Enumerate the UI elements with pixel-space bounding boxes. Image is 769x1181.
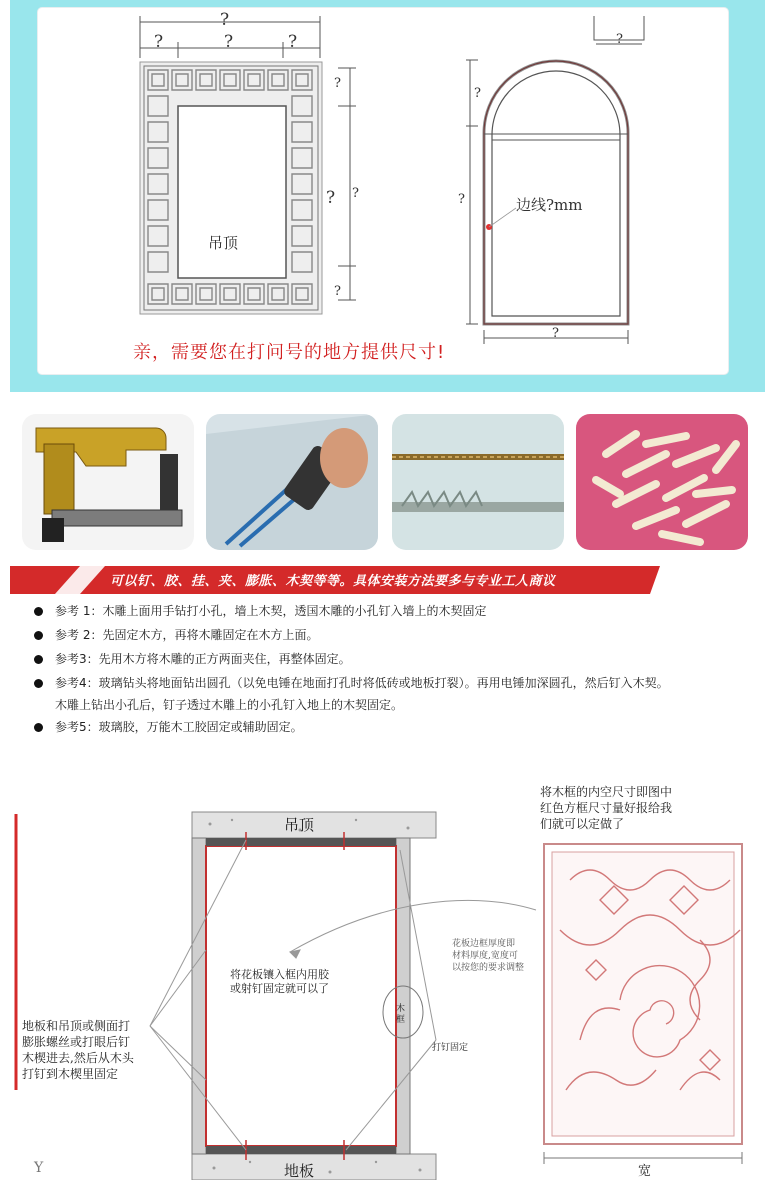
inner-height-question-mark: ?	[352, 186, 359, 201]
thickness-note-line-2: 材料厚度,宽度可	[452, 951, 518, 961]
drill-bit-photo	[392, 414, 564, 550]
measure-note-line-2: 红色方框尺寸量好报给我	[540, 801, 673, 815]
nail-gun-photo	[22, 414, 194, 550]
dimension-diagram	[38, 8, 728, 374]
ref-item-2	[34, 626, 318, 643]
measure-note-line-1: 将木框的内空尺寸即图中	[540, 785, 673, 799]
fixing-note-line-1: 地板和吊顶或侧面打	[22, 1019, 131, 1033]
edge-line-label: 边线?mm	[516, 196, 583, 214]
channel-question-mark: ?	[616, 32, 623, 47]
fixing-note-line-3: 木楔进去,然后从木头	[22, 1051, 134, 1065]
thickness-note	[452, 938, 562, 974]
bullet-icon	[34, 723, 43, 732]
ceiling-slab-label: 吊顶	[284, 816, 315, 834]
left-question-mark: ?	[154, 32, 164, 52]
top-height-question-mark: ?	[334, 76, 341, 91]
bullet-icon	[34, 655, 43, 664]
thickness-note-line-1: 花板边框厚度即	[452, 939, 516, 949]
measure-note-line-3: 们就可以定做了	[540, 817, 625, 831]
ref-item-4-continued: 木雕上钻出小孔后，钉子透过木雕上的小孔钉入地上的木契固定。	[55, 698, 404, 712]
dimension-request-note: 亲，需要您在打问号的地方提供尺寸!	[133, 342, 446, 363]
glue-gun-icon	[206, 414, 378, 550]
bullet-icon	[34, 631, 43, 640]
ref-item-3-text: 参考3：先用木方将木雕的正方两面夹住，再整体固定。	[55, 652, 351, 666]
corner-mark: Y	[34, 1160, 44, 1176]
bullet-icon	[34, 679, 43, 688]
ref-item-1	[34, 602, 486, 619]
inner-note-line-2: 或射钉固定就可以了	[230, 982, 329, 995]
drill-bit-icon	[392, 414, 564, 550]
fixing-note	[22, 1018, 202, 1082]
nail-fix-label: 打钉固定	[432, 1043, 469, 1053]
right-question-mark: ?	[288, 32, 298, 52]
arch-question-mark: ?	[474, 86, 481, 101]
measure-note	[540, 784, 750, 832]
width-label: 宽	[638, 1164, 652, 1179]
ref-item-4	[34, 674, 669, 691]
wood-dowel-photo	[576, 414, 748, 550]
thickness-note-line-3: 以按您的要求调整	[452, 963, 525, 973]
fixing-note-line-2: 膨胀螺丝或打眼后钉	[22, 1035, 131, 1049]
nail-gun-icon	[22, 414, 194, 550]
ref-item-2-text: 参考 2：先固定木方，再将木雕固定在木方上面。	[55, 628, 319, 642]
bottom-height-question-mark: ?	[334, 284, 341, 299]
ceiling-label: 吊顶	[208, 234, 239, 252]
bullet-icon	[34, 607, 43, 616]
installation-diagram	[0, 790, 769, 1180]
fixing-note-line-4: 打钉到木楔里固定	[22, 1067, 119, 1081]
door-height-question-mark: ?	[458, 192, 465, 207]
mid-question-mark: ?	[224, 32, 234, 52]
ref-item-1-text: 参考 1：木雕上面用手钻打小孔，墙上木契，透国木雕的小孔钉入墙上的木契固定	[55, 604, 487, 618]
wood-frame-label: 木框	[396, 1004, 406, 1025]
ref-item-5	[34, 718, 303, 735]
floor-slab-label: 地板	[284, 1162, 315, 1180]
ref-item-4-text: 参考4：玻璃钻头将地面钻出圆孔（以免电锤在地面打孔时将低砖或地板打裂）。再用电锤加深圆孔，然后钉入木契。	[55, 676, 669, 690]
width-question-mark: ?	[220, 10, 230, 30]
ref-item-5-text: 参考5：玻璃胶，万能木工胶固定或辅助固定。	[55, 720, 303, 734]
dimension-card	[38, 8, 728, 374]
install-banner-text: 可以钉、胶、挂、夹、膨胀、木契等等。具体安装方法要多与专业工人商议	[110, 574, 556, 589]
inner-note-line-1: 将花板镶入框内用胶	[230, 968, 329, 981]
wood-dowel-icon	[576, 414, 748, 550]
glue-gun-photo	[206, 414, 378, 550]
height-question-mark: ?	[326, 188, 336, 208]
ref-item-3	[34, 650, 351, 667]
door-width-question-mark: ?	[552, 326, 559, 341]
